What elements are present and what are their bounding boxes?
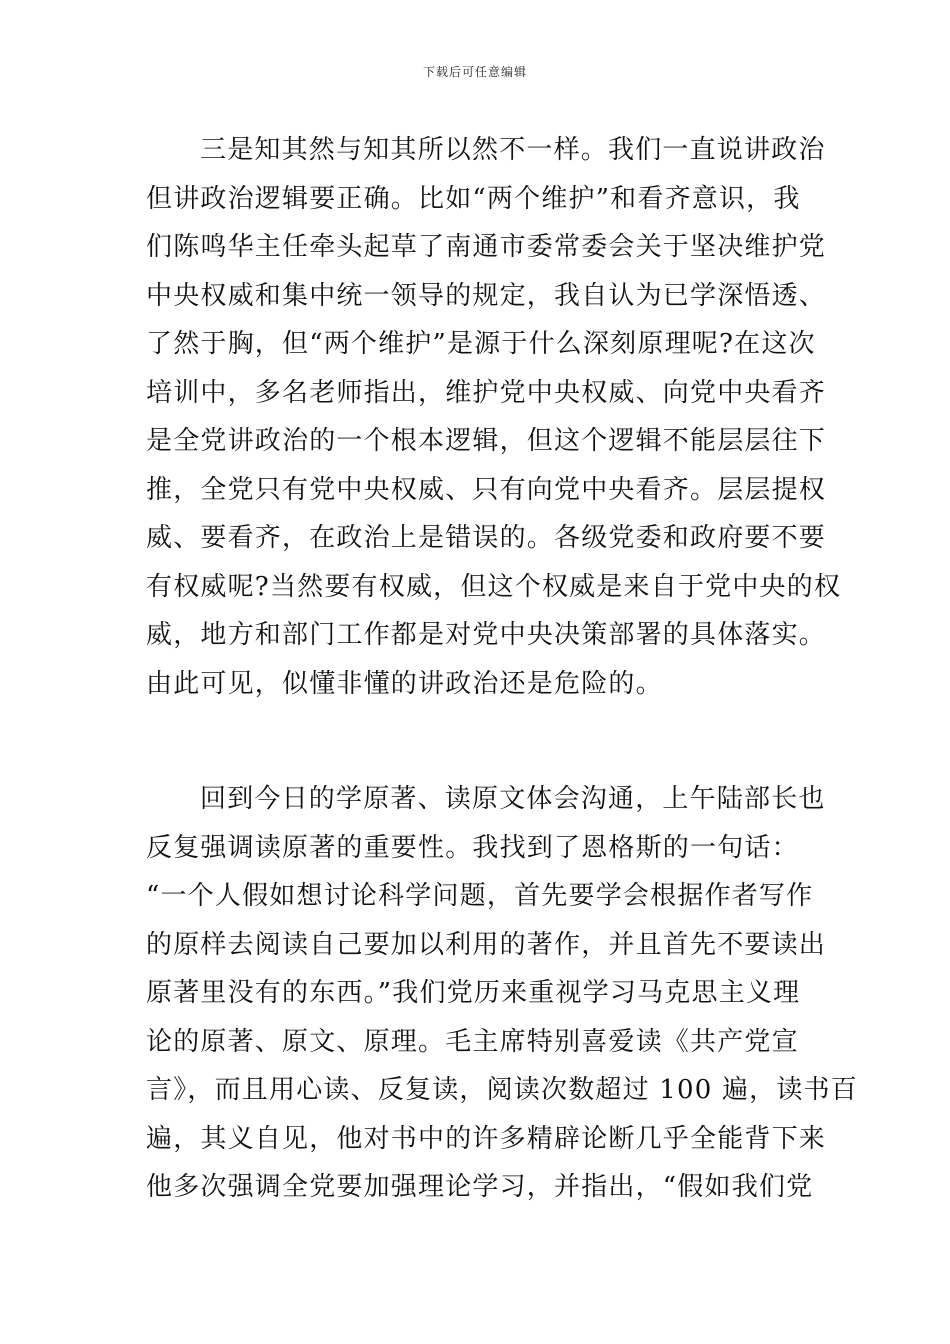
text-line: 们陈鸣华主任牵头起草了南通市委常委会关于坚决维护党	[146, 232, 827, 262]
text-line: 他多次强调全党要加强理论学习，并指出，“假如我们党	[146, 1172, 814, 1202]
text-line: 中央权威和集中统一领导的规定，我自认为已学深悟透、	[146, 280, 827, 311]
paragraph-2	[146, 775, 858, 1212]
text-line: 言》，而且用心读、反复读，阅读次数超过 100 遍，读书百	[146, 1075, 858, 1105]
text-line: 推，全党只有党中央权威、只有向党中央看齐。层层提权	[146, 474, 827, 505]
text-line: 培训中，多名老师指出，维护党中央权威、向党中央看齐	[146, 377, 827, 408]
text-line: 回到今日的学原著、读原文体会沟通，上午陆部长也	[200, 784, 826, 814]
paragraph-1	[146, 126, 842, 708]
text-line: 威，地方和部门工作都是对党中央决策部署的具体落实。	[146, 620, 827, 650]
text-line: 由此可见，似懂非懂的讲政治还是危险的。	[146, 668, 663, 699]
text-line: 遍，其义自见，他对书中的许多精辟论断几乎全能背下来	[146, 1123, 827, 1154]
text-line: 三是知其然与知其所以然不一样。我们一直说讲政治	[200, 135, 826, 165]
text-line: 原著里没有的东西。”我们党历来重视学习马克思主义理	[146, 978, 801, 1008]
text-line: 反复强调读原著的重要性。我找到了恩格斯的一句话：	[146, 832, 799, 863]
page-header: 下载后可任意编辑	[422, 65, 527, 79]
text-line: 是全党讲政治的一个根本逻辑，但这个逻辑不能层层往下	[146, 426, 827, 456]
text-line: 但讲政治逻辑要正确。比如“两个维护”和看齐意识，我	[146, 183, 801, 214]
text-line: “一个人假如想讨论科学问题，首先要学会根据作者写作	[146, 881, 814, 911]
text-line: 的原样去阅读自己要加以利用的著作，并且首先不要读出	[146, 929, 827, 960]
text-line: 有权威呢?当然要有权威，但这个权威是来自于党中央的权	[146, 571, 842, 602]
text-line: 威、要看齐，在政治上是错误的。各级党委和政府要不要	[146, 523, 827, 553]
text-line: 论的原著、原文、原理。毛主席特别喜爱读《共产党宣	[146, 1026, 799, 1057]
text-line: 了然于胸，但“两个维护”是源于什么深刻原理呢?在这次	[146, 329, 816, 359]
